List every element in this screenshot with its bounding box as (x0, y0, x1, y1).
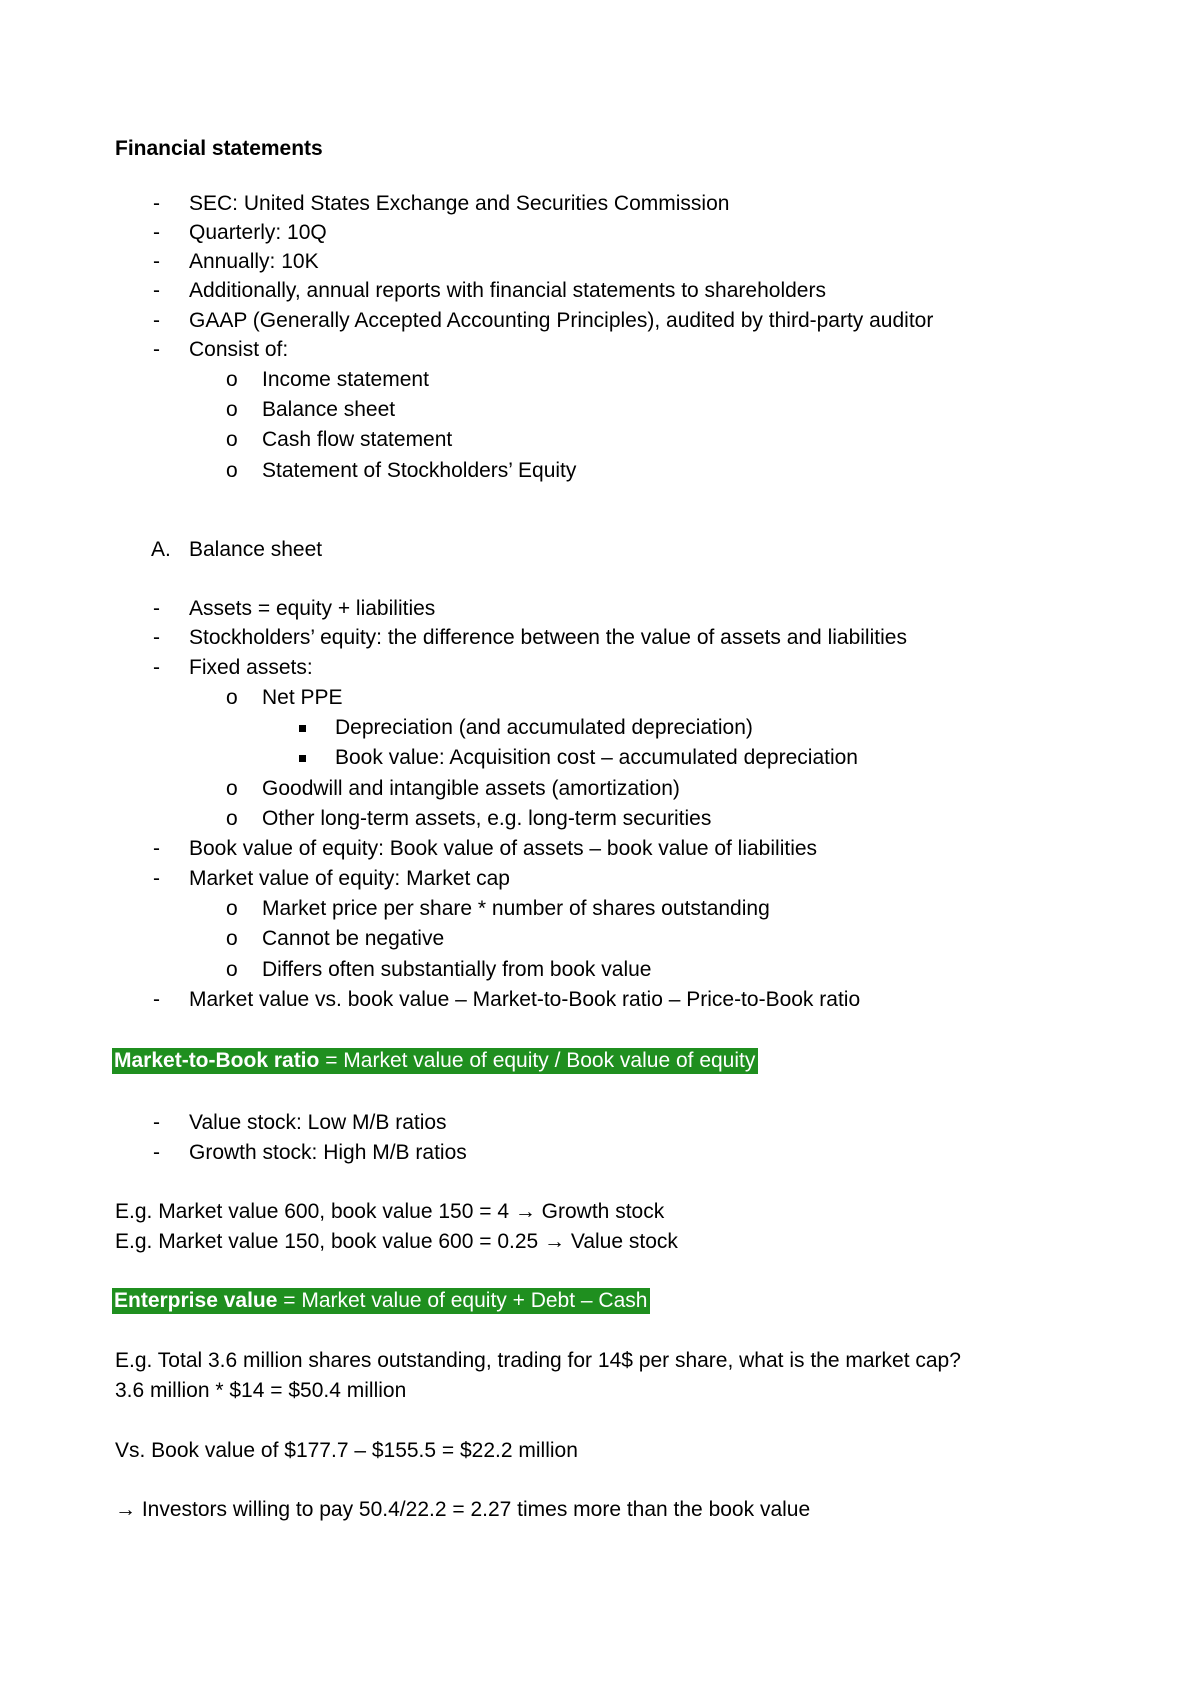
circle-marker: o (226, 958, 238, 981)
circle-marker: o (226, 368, 238, 391)
dash-marker: - (153, 656, 160, 679)
dash-marker: - (153, 1141, 160, 1164)
circle-marker: o (226, 777, 238, 800)
circle-marker: o (226, 398, 238, 421)
arrow-right-icon: → (544, 1230, 566, 1253)
example-line: E.g. Market value 150, book value 600 = 0.25 → Value stock (115, 1230, 678, 1253)
dash-marker: - (153, 192, 160, 215)
example-answer: 3.6 million * $14 = $50.4 million (115, 1379, 407, 1402)
dash-marker: - (153, 626, 160, 649)
arrow-right-icon: → (115, 1498, 136, 1521)
enterprise-value-formula: Enterprise value = Market value of equity + Debt – Cash (112, 1288, 650, 1314)
example-line: E.g. Market value 600, book value 150 = 4 → Growth stock (115, 1200, 665, 1223)
example-question: E.g. Total 3.6 million shares outstanding, trading for 14$ per share, what is the market cap? (115, 1349, 961, 1372)
arrow-right-icon: → (514, 1200, 536, 1223)
market-to-book-formula: Market-to-Book ratio = Market value of equity / Book value of equity (112, 1048, 758, 1074)
dash-marker: - (153, 338, 160, 361)
document-page: Financial statements - SEC: United States Exchange and Securities Commission - Quarterly: 10Q - Annually: 10K - Additionally, annual reports with financial statements to shareholders - GAAP (Generally Accepted Accounting Principles), audited by third-party auditor - Consist of: o Income statement o Balance sheet o Cash flow statement o Statement of Stockholders’ Equity A. Balance sheet - Assets = equity + liabilities - Stockholders’ equity: the difference between the value of assets and liabilities - Fixed assets: o Net PPE Depreciation (and accumulated depreciation) Book value: Acquisition cost – accumulated depreciation o Goodwill and intangible assets (amortization) o Other long-term assets, e.g. long-term securities - Book value of equity: Book value of assets – book value of liabilities - Market value of equity: Market cap o Market price per share * number of shares outstanding o Cannot be negative o Differs often substantially from book value - Market value vs. book value – Market-to-Book ratio – Price-to-Book ratio Market-to-Book ratio = Market value of equity / Book value of equity - Value stock: Low M/B ratios - Growth stock: High M/B ratios E.g. Market value 600, book value 150 = 4 → Growth stock E.g. Market value 150, book value 600 = 0.25 → Value stock Enterprise value = Market value of equity + Debt – Cash E.g. Total 3.6 million shares outstanding, trading for 14$ per share, what is the market cap? 3.6 million * $14 = $50.4 million Vs. Book value of $177.7 – $155.5 = $22.2 million → Investors willing to pay 50.4/22.2 = 2.27 times more than the book value (114, 137, 961, 1521)
dash-marker: - (153, 867, 160, 890)
book-value-line: Vs. Book value of $177.7 – $155.5 = $22.2 million (115, 1439, 578, 1462)
dash-marker: - (153, 279, 160, 302)
dash-marker: - (153, 250, 160, 273)
dash-marker: - (153, 309, 160, 332)
conclusion-line: → Investors willing to pay 50.4/22.2 = 2.27 times more than the book value (115, 1498, 811, 1521)
dash-marker: - (153, 1111, 160, 1134)
dash-marker: - (153, 988, 160, 1011)
circle-marker: o (226, 807, 238, 830)
dash-marker: - (153, 221, 160, 244)
document-title: Financial statements (115, 137, 323, 160)
square-bullet-icon (299, 745, 306, 771)
circle-marker: o (226, 897, 238, 920)
circle-marker: o (226, 927, 238, 950)
dash-marker: - (153, 837, 160, 860)
circle-marker: o (226, 459, 238, 482)
dash-marker: - (153, 597, 160, 620)
circle-marker: o (226, 428, 238, 451)
circle-marker: o (226, 686, 238, 709)
square-bullet-icon (299, 715, 306, 741)
